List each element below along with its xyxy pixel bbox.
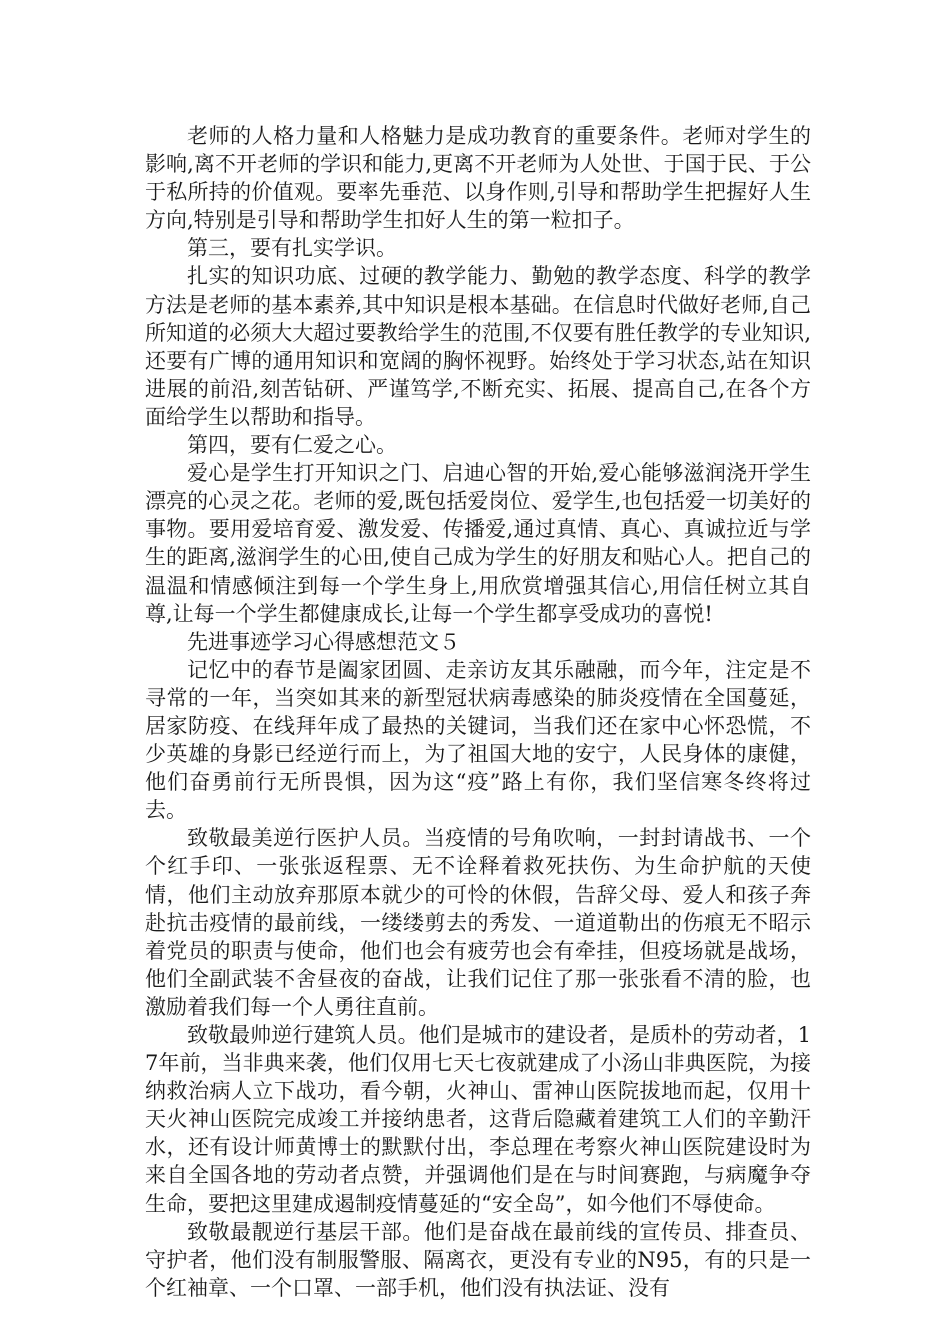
heading-fourth-point: 第四，要有仁爱之心。 [187, 433, 397, 458]
section-title-essay-5: 先进事迹学习心得感想范文５ [187, 629, 460, 654]
paragraph-love-heart: 爱心是学生打开知识之门、启迪心智的开始,爱心能够滋润浇开学生漂亮的心灵之花。老师的爱,既包括爱岗位、爱学生,也包括爱一切美好的事物。要用爱培育爱、激发爱、传播爱,通过真情、真心、真诚拉近与学生的距离,滋润学生的心田,使自己成为学生的好朋友和贴心人。把自己的温温和情感倾注到每一个学生身上,用欣赏增强其信心,用信任树立其自尊,让每一个学生都健康成长,让每一个学生都享受成功的喜悦! [145, 461, 811, 626]
paragraph-grassroots-cadres: 致敬最靓逆行基层干部。他们是奋战在最前线的宣传员、排查员、守护者，他们没有制服警服、隔离衣，更没有专业的N95，有的只是一个红袖章、一个口罩、一部手机，他们没有执法证、没有 [145, 1219, 811, 1300]
paragraph-construction-workers: 致敬最帅逆行建筑人员。他们是城市的建设者，是质朴的劳动者，17年前，当非典来袭，他们仅用七天七夜就建成了小汤山非典医院，为接纳救治病人立下战功，看今朝，火神山、雷神山医院拔地而起，仅用十天火神山医院完成竣工并接纳患者，这背后隐藏着建筑工人们的辛勤汗水，还有设计师黄博士的默默付出，李总理在考察火神山医院建设时为来自全国各地的劳动者点赞，并强调他们是在与时间赛跑，与病魔争夺生命，要把这里建成遏制疫情蔓延的“安全岛”，如今他们不辱使命。 [145, 1023, 811, 1216]
document-body [145, 122, 811, 1302]
paragraph-spring-festival: 记忆中的春节是阖家团圆、走亲访友其乐融融，而今年，注定是不寻常的一年，当突如其来的新型冠状病毒感染的肺炎疫情在全国蔓延，居家防疫、在线拜年成了最热的关键词，当我们还在家中心怀恐慌，不少英雄的身影已经逆行而上，为了祖国大地的安宁，人民身体的康健，他们奋勇前行无所畏惧，因为这“疫”路上有你，我们坚信寒冬终将过去。 [145, 657, 811, 823]
paragraph-teacher-personality: 老师的人格力量和人格魅力是成功教育的重要条件。老师对学生的影响,离不开老师的学识和能力,更离不开老师为人处世、于国于民、于公于私所持的价值观。要率先垂范、以身作则,引导和帮助学生把握好人生方向,特别是引导和帮助学生扣好人生的第一粒扣子。 [145, 124, 811, 233]
paragraph-solid-knowledge: 扎实的知识功底、过硬的教学能力、勤勉的教学态度、科学的教学方法是老师的基本素养,其中知识是根本基础。在信息时代做好老师,自己所知道的必须大大超过要教给学生的范围,不仅要有胜任教学的专业知识,还要有广博的通用知识和宽阔的胸怀视野。始终处于学习状态,站在知识进展的前沿,刻苦钻研、严谨笃学,不断充实、拓展、提高自己,在各个方面给学生以帮助和指导。 [145, 264, 811, 429]
heading-third-point: 第三，要有扎实学识。 [187, 236, 397, 261]
paragraph-medical-staff: 致敬最美逆行医护人员。当疫情的号角吹响，一封封请战书、一个个红手印、一张张返程票、无不诠释着救死扶伤、为生命护航的天使情，他们主动放弃那原本就少的可怜的休假，告辞父母、爱人和孩子奔赴抗击疫情的最前线，一缕缕剪去的秀发、一道道勒出的伤痕无不昭示着党员的职责与使命，他们也会有疲劳也会有牵挂，但疫场就是战场，他们全副武装不舍昼夜的奋战，让我们记住了那一张张看不清的脸，也激励着我们每一个人勇往直前。 [145, 826, 811, 1019]
